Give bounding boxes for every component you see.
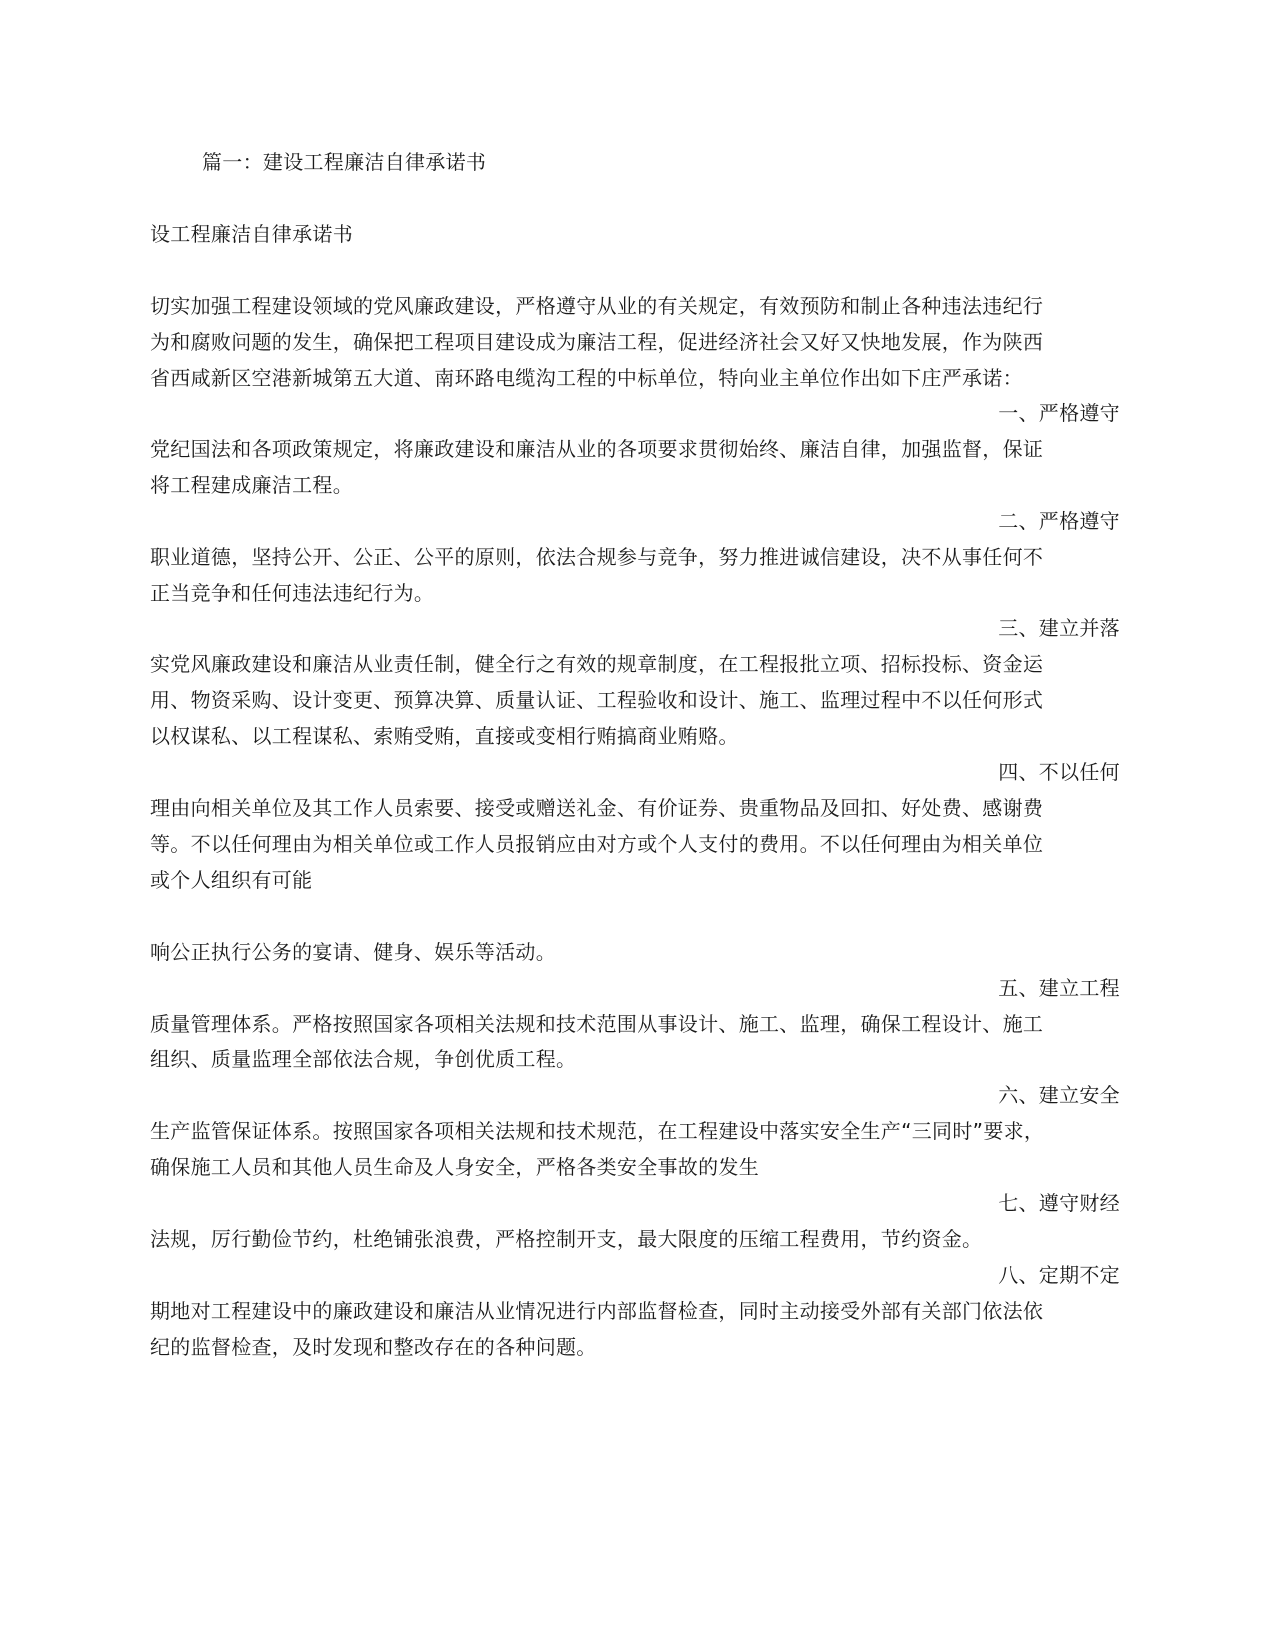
- document-subheading: 设工程廉洁自律承诺书: [150, 222, 353, 246]
- paragraph-line: 职业道德，坚持公开、公正、公平的原则，依法合规参与竞争，努力推进诚信建设，决不从事任何不: [150, 545, 1044, 569]
- paragraph-line: 为和腐败问题的发生，确保把工程项目建设成为廉洁工程，促进经济社会又好又快地发展，作为陕西: [150, 330, 1044, 354]
- paragraph-line: 将工程建成廉洁工程。: [150, 473, 353, 497]
- clause-heading: 六、建立安全: [998, 1083, 1120, 1107]
- paragraph-line: 纪的监督检查，及时发现和整改存在的各种问题。: [150, 1335, 597, 1359]
- paragraph-line: 确保施工人员和其他人员生命及人身安全，严格各类安全事故的发生: [150, 1155, 759, 1179]
- paragraph-line: 质量管理体系。严格按照国家各项相关法规和技术范围从事设计、施工、监理，确保工程设计、施工: [150, 1012, 1044, 1036]
- clause-heading: 一、严格遵守: [998, 401, 1120, 425]
- clause-heading: 五、建立工程: [998, 976, 1120, 1000]
- paragraph-line: 组织、质量监理全部依法合规，争创优质工程。: [150, 1047, 577, 1071]
- paragraph-line: 切实加强工程建设领域的党风廉政建设，严格遵守从业的有关规定，有效预防和制止各种违法违纪行: [150, 294, 1044, 318]
- paragraph-line: 理由向相关单位及其工作人员索要、接受或赠送礼金、有价证券、贵重物品及回扣、好处费、感谢费: [150, 796, 1044, 820]
- paragraph-line: 等。不以任何理由为相关单位或工作人员报销应由对方或个人支付的费用。不以任何理由为相关单位: [150, 832, 1044, 856]
- paragraph-line: 党纪国法和各项政策规定，将廉政建设和廉洁从业的各项要求贯彻始终、廉洁自律，加强监督，保证: [150, 437, 1044, 461]
- paragraph-line: 以权谋私、以工程谋私、索贿受贿，直接或变相行贿搞商业贿赂。: [150, 724, 739, 748]
- clause-heading: 八、定期不定: [998, 1263, 1120, 1287]
- paragraph-line: 省西咸新区空港新城第五大道、南环路电缆沟工程的中标单位，特向业主单位作出如下庄严承诺：: [150, 366, 1023, 390]
- clause-heading: 四、不以任何: [998, 760, 1120, 784]
- document-heading: 篇一：建设工程廉洁自律承诺书: [202, 150, 487, 174]
- paragraph-line: 期地对工程建设中的廉政建设和廉洁从业情况进行内部监督检查，同时主动接受外部有关部门依法依: [150, 1299, 1044, 1323]
- paragraph-line: 响公正执行公务的宴请、健身、娱乐等活动。: [150, 940, 556, 964]
- clause-heading: 三、建立并落: [998, 616, 1120, 640]
- paragraph-line: 用、物资采购、设计变更、预算决算、质量认证、工程验收和设计、施工、监理过程中不以任何形式: [150, 688, 1044, 712]
- paragraph-line: 正当竞争和任何违法违纪行为。: [150, 581, 435, 605]
- paragraph-line: 法规，厉行勤俭节约，杜绝铺张浪费，严格控制开支，最大限度的压缩工程费用，节约资金。: [150, 1227, 983, 1251]
- paragraph-line: 实党风廉政建设和廉洁从业责任制，健全行之有效的规章制度，在工程报批立项、招标投标、资金运: [150, 652, 1044, 676]
- clause-heading: 七、遵守财经: [998, 1191, 1120, 1215]
- paragraph-line: 或个人组织有可能: [150, 868, 313, 892]
- clause-heading: 二、严格遵守: [998, 509, 1120, 533]
- paragraph-line: 生产监管保证体系。按照国家各项相关法规和技术规范，在工程建设中落实安全生产“三同时”要求，: [150, 1119, 1045, 1143]
